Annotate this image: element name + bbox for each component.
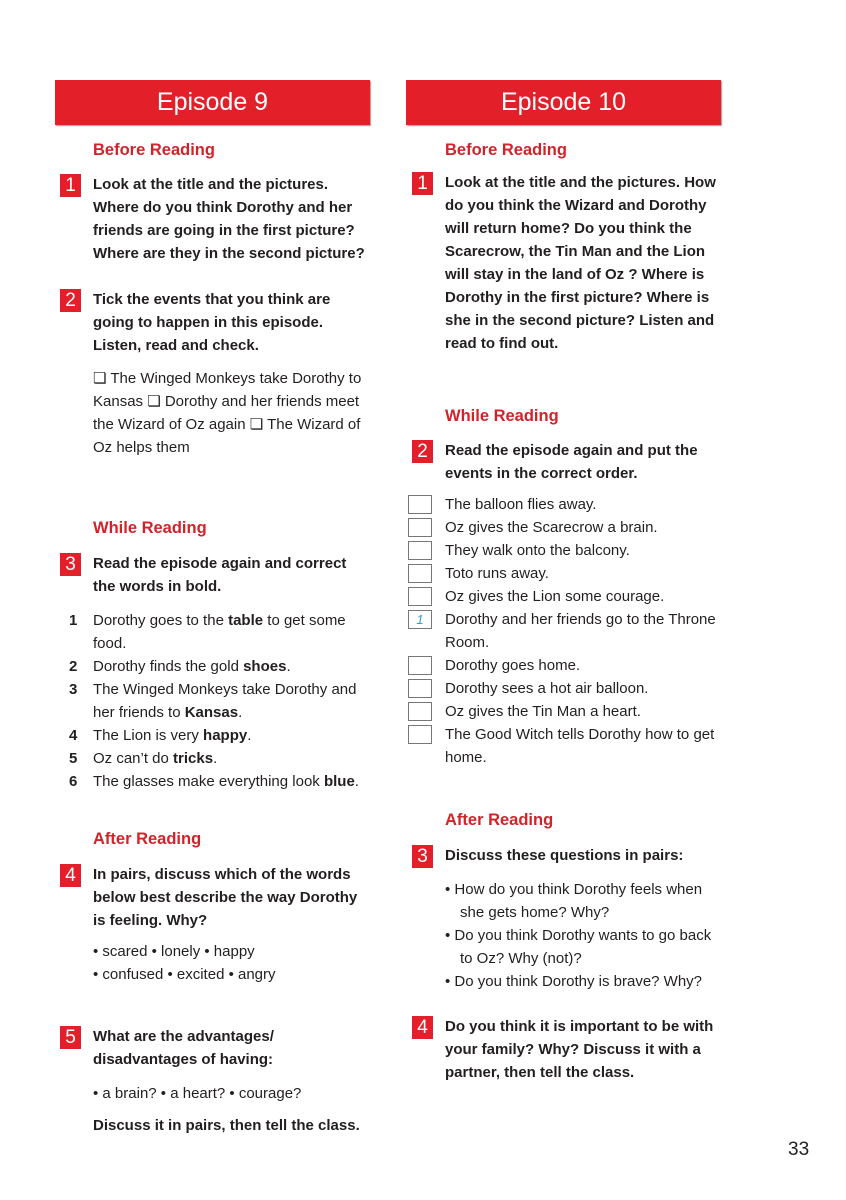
ep9-q3-text: Read the episode again and correct the words in bold. <box>93 555 347 595</box>
episode-9-column <box>65 139 373 1137</box>
ep9-statement <box>69 747 373 770</box>
ep9-q1-text: Look at the title and the pictures. Where do you think Dorothy and her friends are going in the first picture? Where are they in the second picture? <box>93 176 365 262</box>
episode-9-title: Episode 9 <box>55 80 370 125</box>
ep9-q5 <box>65 1025 373 1071</box>
ep10-q2-text: Read the episode again and put the events in the correct order. <box>445 442 698 482</box>
ep10-q1 <box>417 171 725 355</box>
ep9-statement-list <box>69 609 373 793</box>
ep10-q4-text: Do you think it is important to be with your family? Why? Discuss it with a partner, then tell the class. <box>445 1018 714 1081</box>
statement-number: 6 <box>69 773 78 790</box>
ep10-q3-number: 3 <box>412 845 433 868</box>
event-text: Dorothy sees a hot air balloon. <box>445 680 649 697</box>
event-text: Dorothy goes home. <box>445 657 581 674</box>
ep9-statement <box>69 770 373 793</box>
ep10-q3-text: Discuss these questions in pairs: <box>445 847 684 864</box>
ep9-before-reading-heading: Before Reading <box>93 141 215 159</box>
order-answer-box[interactable] <box>408 725 432 744</box>
ep10-before-reading-heading: Before Reading <box>445 141 567 159</box>
ep9-q4-number: 4 <box>60 864 81 887</box>
event-text: Oz gives the Lion some courage. <box>445 588 665 605</box>
statement-text: The Lion is very <box>93 727 204 744</box>
statement-text-end: to get some food. <box>93 612 346 652</box>
order-answer-box[interactable] <box>408 679 432 698</box>
statement-bold-word: shoes <box>243 658 287 675</box>
statement-text: Dorothy finds the gold <box>93 658 244 675</box>
statement-text-end: . <box>247 727 252 744</box>
ep10-event <box>445 539 725 562</box>
event-text: Toto runs away. <box>445 565 549 582</box>
statement-number: 4 <box>69 727 78 744</box>
ep10-event-list <box>416 493 725 769</box>
ep9-words-line-2: • confused • excited • angry <box>93 966 276 983</box>
ep10-event <box>445 585 725 608</box>
event-text: They walk onto the balcony. <box>445 542 630 559</box>
statement-bold-word: happy <box>203 727 248 744</box>
statement-bold-word: Kansas <box>184 704 239 721</box>
page-number: 33 <box>788 1139 810 1160</box>
ep10-event <box>445 700 725 723</box>
ep9-statement <box>69 678 373 724</box>
ep10-q1-text: Look at the title and the pictures. How do you think the Wizard and Dorothy will return home? Do you think the Scarecrow, the Tin Man and the Lion will stay in the land of Oz ? Where is Dorothy in the first picture? Where is she in the second picture? Listen and read to find out. <box>445 174 716 352</box>
ep9-q5-items: • a brain? • a heart? • courage? <box>93 1085 302 1102</box>
statement-text-end: . <box>286 658 291 675</box>
ep9-tick-events: ❏ The Winged Monkeys take Dorothy to Kansas ❏ Dorothy and her friends meet the Wizard of Oz again ❏ The Wizard of Oz helps them <box>93 370 362 456</box>
order-answer-box[interactable] <box>408 541 432 560</box>
order-answer-box[interactable]: 1 <box>408 610 432 629</box>
ep10-q2-number: 2 <box>412 440 433 463</box>
episode-10-title: Episode 10 <box>406 80 721 125</box>
statement-bold-word: tricks <box>173 750 214 767</box>
ep9-statement <box>69 724 373 747</box>
ep9-q1 <box>65 173 373 265</box>
ep10-event <box>445 723 725 769</box>
statement-text-end: . <box>238 704 243 721</box>
ep10-q2 <box>417 439 725 485</box>
event-text: The Good Witch tells Dorothy how to get home. <box>445 726 715 766</box>
ep9-q5-number: 5 <box>60 1026 81 1049</box>
ep9-q1-number: 1 <box>60 174 81 197</box>
ep9-while-reading-heading: While Reading <box>93 519 207 537</box>
event-text: Oz gives the Tin Man a heart. <box>445 703 641 720</box>
ep10-event <box>445 562 725 585</box>
ep9-statement <box>69 655 373 678</box>
statement-bold-word: table <box>228 612 264 629</box>
order-answer-box[interactable] <box>408 702 432 721</box>
ep10-q4 <box>417 1015 725 1084</box>
statement-text-end: . <box>354 773 359 790</box>
order-answer-box[interactable] <box>408 495 432 514</box>
statement-number: 2 <box>69 658 78 675</box>
statement-number: 1 <box>69 612 78 629</box>
ep9-q4-text: In pairs, discuss which of the words below best describe the way Dorothy is feeling. Why? <box>93 866 358 929</box>
event-text: Oz gives the Scarecrow a brain. <box>445 519 658 536</box>
ep9-q3 <box>65 552 373 598</box>
ep9-q2-text: Tick the events that you think are going to happen in this episode. Listen, read and check. <box>93 291 331 354</box>
statement-bold-word: blue <box>323 773 355 790</box>
ep9-words-line-1: • scared • lonely • happy <box>93 943 255 960</box>
event-text: Dorothy and her friends go to the Throne Room. <box>445 611 716 651</box>
ep10-event <box>445 677 725 700</box>
ep10-q3-bullet: • How do you think Dorothy feels when she gets home? Why? <box>445 881 703 921</box>
ep9-q2-number: 2 <box>60 289 81 312</box>
order-answer-box[interactable] <box>408 656 432 675</box>
ep10-after-reading-heading: After Reading <box>445 811 554 829</box>
ep10-event <box>416 608 725 654</box>
statement-number: 3 <box>69 681 78 698</box>
ep10-q1-number: 1 <box>412 172 433 195</box>
statement-text: Oz can’t do <box>93 750 174 767</box>
ep10-q3-bullet: • Do you think Dorothy wants to go back to Oz? Why (not)? <box>445 927 712 967</box>
ep10-q4-number: 4 <box>412 1016 433 1039</box>
statement-text-end: . <box>213 750 218 767</box>
ep10-while-reading-heading: While Reading <box>445 407 559 425</box>
ep9-q5-final: Discuss it in pairs, then tell the class. <box>93 1117 360 1134</box>
statement-text: Dorothy goes to the <box>93 612 229 629</box>
episode-10-column <box>416 139 725 1084</box>
ep9-q3-number: 3 <box>60 553 81 576</box>
statement-text: The glasses make everything look <box>93 773 324 790</box>
ep9-q2 <box>65 288 373 357</box>
statement-number: 5 <box>69 750 78 767</box>
ep10-event <box>445 516 725 539</box>
order-answer-box[interactable] <box>408 564 432 583</box>
ep10-event <box>445 493 725 516</box>
ep9-after-reading-heading: After Reading <box>93 830 202 848</box>
event-text: The balloon flies away. <box>445 496 597 513</box>
ep10-event <box>445 654 725 677</box>
ep9-statement <box>69 609 373 655</box>
order-answer-box[interactable] <box>408 518 432 537</box>
ep9-q4 <box>65 863 373 932</box>
ep10-q3-bullet: • Do you think Dorothy is brave? Why? <box>445 973 703 990</box>
ep9-q5-text: What are the advantages/ disadvantages of having: <box>93 1028 274 1068</box>
order-answer-box[interactable] <box>408 587 432 606</box>
statement-text: The Winged Monkeys take Dorothy and her friends to <box>93 681 357 721</box>
ep10-q3 <box>417 844 725 867</box>
